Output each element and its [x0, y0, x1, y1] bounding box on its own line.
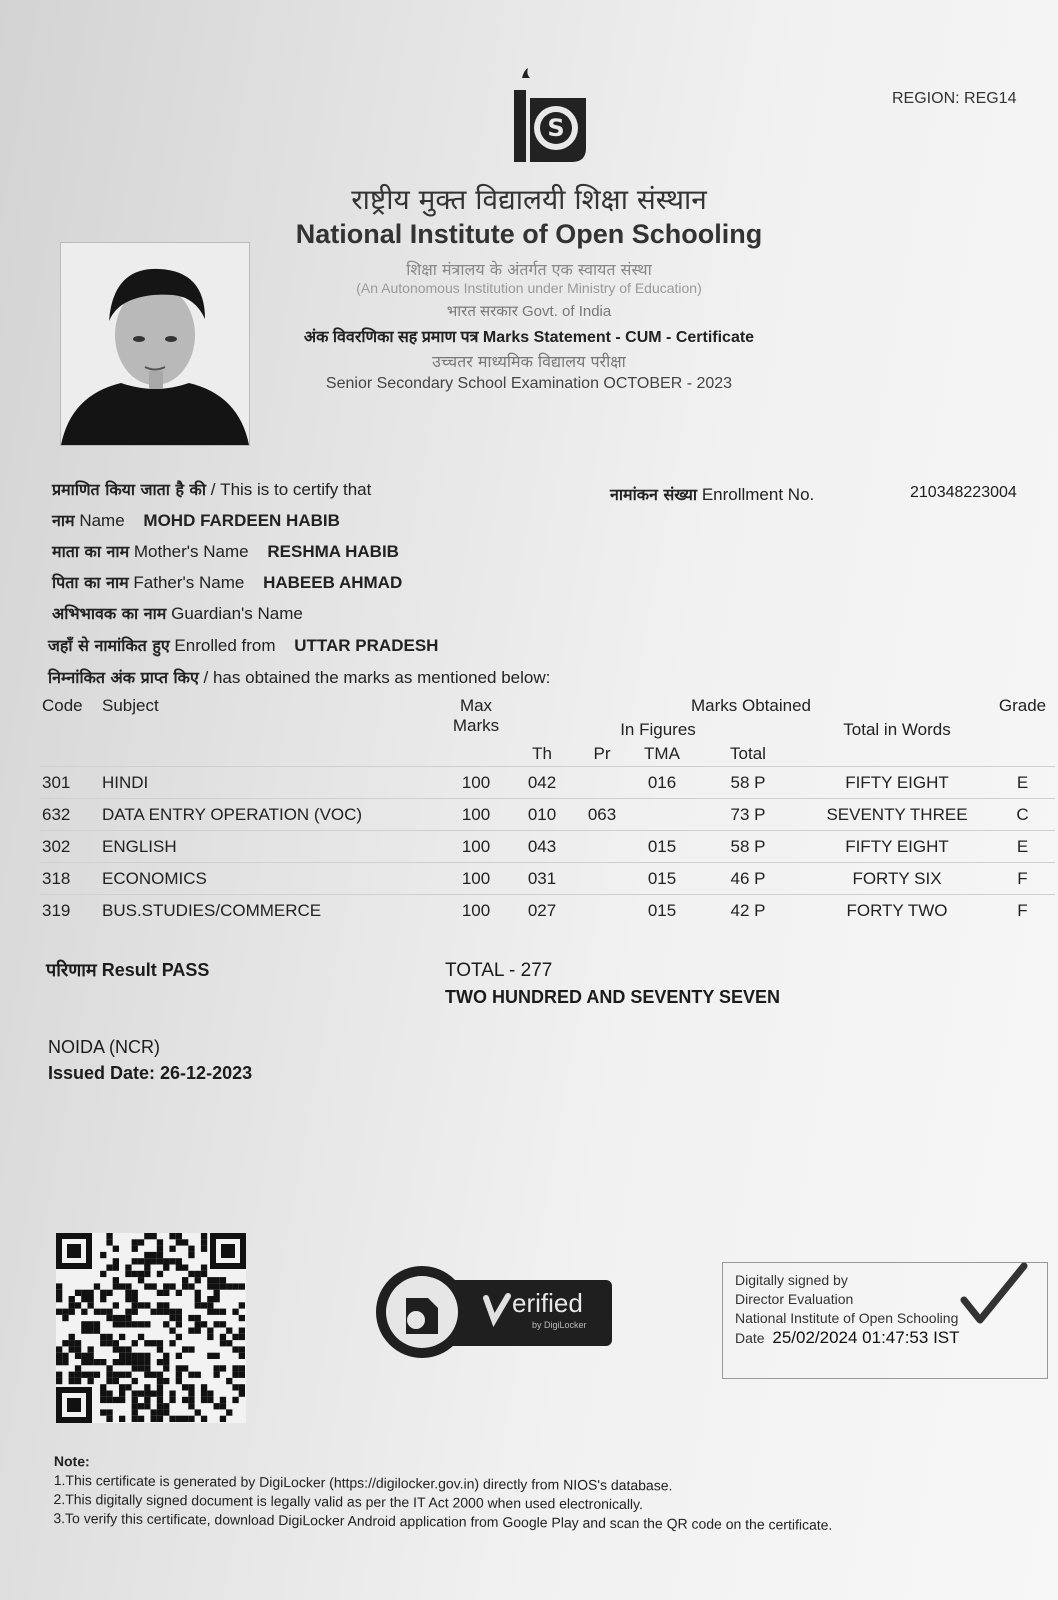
obtained-label-hindi: निम्नांकित अंक प्राप्त किए — [48, 668, 199, 687]
region-code: REGION: REG14 — [892, 90, 1017, 107]
result-line — [46, 958, 209, 982]
row-max: 100 — [440, 863, 512, 895]
header-subject: Subject — [102, 696, 159, 715]
row-grade: F — [990, 863, 1055, 895]
header-grade: Grade — [998, 696, 1047, 715]
enrollment-number: 210348223004 — [910, 484, 1017, 501]
table-row — [40, 895, 1055, 927]
row-th: 010 — [512, 799, 572, 831]
certify-intro-hindi: प्रमाणित किया जाता है की — [52, 480, 206, 499]
mother-label-english: Mother's Name — [133, 542, 249, 561]
row-words: FORTY SIX — [804, 863, 990, 895]
header-in-figures: In Figures — [620, 720, 696, 739]
header-max-marks: Max Marks — [452, 696, 500, 735]
org-name-hindi: राष्ट्रीय मुक्त विद्यालयी शिक्षा संस्थान — [351, 183, 707, 216]
table-row — [40, 863, 1055, 895]
qr-code — [56, 1233, 246, 1423]
certify-intro-english: / This is to certify that — [210, 480, 372, 499]
notes-title: Note: — [53, 1453, 90, 1470]
issue-place: NOIDA (NCR) — [48, 1037, 160, 1057]
verified-text: erified — [512, 1288, 583, 1318]
row-pr — [572, 895, 632, 927]
guardian-label-hindi: अभिभावक का नाम — [52, 604, 167, 623]
row-max: 100 — [440, 767, 512, 799]
certify-line — [52, 478, 371, 500]
notes-section — [53, 1452, 833, 1535]
mother-line — [52, 540, 399, 562]
obtained-line — [48, 666, 550, 688]
father-name: HABEEB AHMAD — [263, 573, 403, 592]
row-words: FORTY TWO — [804, 895, 990, 927]
row-max: 100 — [440, 895, 512, 927]
svg-text:S: S — [547, 114, 565, 142]
row-grade: E — [990, 831, 1055, 863]
header-code: Code — [42, 696, 83, 715]
mother-name: RESHMA HABIB — [267, 542, 399, 561]
student-photo — [60, 242, 250, 446]
father-label-hindi: पिता का नाम — [52, 573, 129, 592]
note-3: 3.To verify this certificate, download DigiLocker Android application from Google Play and scan the QR code on the certificate. — [53, 1509, 833, 1533]
row-th: 043 — [512, 831, 572, 863]
row-grade: F — [990, 895, 1055, 927]
name-label-english: Name — [79, 511, 125, 530]
signature-line-2: Director Evaluation — [735, 1291, 854, 1307]
signature-line-1: Digitally signed by — [735, 1272, 848, 1288]
certificate-title: अंक विवरणिका सह प्रमाण पत्र Marks Statement - CUM - Certificate — [303, 329, 755, 346]
father-label-english: Father's Name — [133, 573, 245, 592]
guardian-label-english: Guardian's Name — [171, 604, 303, 623]
marks-table — [40, 694, 1055, 926]
name-label-hindi: नाम — [52, 511, 75, 530]
header-marks-obtained: Marks Obtained — [691, 696, 811, 715]
signature-date-label: Date — [735, 1330, 765, 1346]
row-tma: 015 — [632, 895, 692, 927]
row-tma — [632, 799, 692, 831]
row-total: 58 P — [692, 831, 804, 863]
checkmark-icon — [960, 1262, 1030, 1332]
row-words: FIFTY EIGHT — [804, 767, 990, 799]
table-row — [40, 831, 1055, 863]
ministry-english: (An Autonomous Institution under Ministry of Education) — [356, 280, 702, 296]
grand-total-words: TWO HUNDRED AND SEVENTY SEVEN — [445, 987, 781, 1007]
enrolled-state: UTTAR PRADESH — [294, 636, 439, 655]
header-pr: Pr — [593, 744, 611, 763]
header-th: Th — [532, 744, 552, 763]
obtained-label-english: / has obtained the marks as mentioned below: — [203, 668, 551, 687]
row-subject: DATA ENTRY OPERATION (VOC) — [100, 799, 440, 831]
ministry-hindi: शिक्षा मंत्रालय के अंतर्गत एक स्वायत संस्था — [406, 260, 652, 279]
nios-logo-icon — [514, 68, 594, 168]
signature-date: 25/02/2024 01:47:53 IST — [772, 1328, 960, 1347]
exam-name-english: Senior Secondary School Examination OCTOBER - 2023 — [325, 375, 733, 392]
row-total: 46 P — [692, 863, 804, 895]
row-words: FIFTY EIGHT — [804, 831, 990, 863]
table-row — [40, 799, 1055, 831]
row-max: 100 — [440, 831, 512, 863]
enrollment-label-english: Enrollment No. — [701, 485, 815, 504]
digilocker-verified-badge — [376, 1262, 620, 1362]
table-row — [40, 767, 1055, 799]
row-max: 100 — [440, 799, 512, 831]
row-th: 031 — [512, 863, 572, 895]
header-total: Total — [730, 744, 766, 763]
row-pr — [572, 767, 632, 799]
row-code: 319 — [40, 895, 100, 927]
row-pr — [572, 863, 632, 895]
row-code: 301 — [40, 767, 100, 799]
enrollment-label-hindi: नामांकन संख्या — [610, 485, 698, 504]
row-tma: 015 — [632, 831, 692, 863]
enrolled-line — [48, 634, 438, 656]
row-pr — [572, 831, 632, 863]
student-name: MOHD FARDEEN HABIB — [143, 511, 340, 530]
row-th: 027 — [512, 895, 572, 927]
row-code: 632 — [40, 799, 100, 831]
result-label-hindi: परिणाम — [46, 960, 97, 981]
mother-label-hindi: माता का नाम — [52, 542, 130, 561]
row-total: 58 P — [692, 767, 804, 799]
header-tma: TMA — [644, 744, 680, 763]
row-grade: E — [990, 767, 1055, 799]
note-1: 1.This certificate is generated by DigiLocker (https://digilocker.gov.in) directly from NIOS's database. — [53, 1471, 673, 1494]
issue-date: Issued Date: 26-12-2023 — [48, 1063, 253, 1083]
govt-of-india: भारत सरकार Govt. of India — [446, 303, 612, 320]
row-tma: 015 — [632, 863, 692, 895]
row-total: 73 P — [692, 799, 804, 831]
row-subject: BUS.STUDIES/COMMERCE — [100, 895, 440, 927]
name-line — [52, 509, 340, 531]
grand-total: TOTAL - 277 — [445, 960, 553, 981]
result-value: PASS — [161, 960, 210, 980]
note-2: 2.This digitally signed document is legally valid as per the IT Act 2000 when used electronically. — [53, 1490, 644, 1513]
row-total: 42 P — [692, 895, 804, 927]
enrolled-label-hindi: जहाँ से नामांकित हुए — [48, 636, 170, 655]
guardian-line — [52, 602, 303, 624]
row-subject: ENGLISH — [100, 831, 440, 863]
row-grade: C — [990, 799, 1055, 831]
row-code: 318 — [40, 863, 100, 895]
row-code: 302 — [40, 831, 100, 863]
enrollment-label — [610, 483, 814, 505]
row-pr: 063 — [572, 799, 632, 831]
row-words: SEVENTY THREE — [804, 799, 990, 831]
row-subject: HINDI — [100, 767, 440, 799]
org-name-english: National Institute of Open Schooling — [295, 219, 763, 249]
father-line — [52, 571, 402, 593]
signature-line-3: National Institute of Open Schooling — [735, 1310, 959, 1326]
verified-subtext: by DigiLocker — [532, 1320, 587, 1330]
enrolled-label-english: Enrolled from — [174, 636, 276, 655]
result-label-english: Result — [101, 960, 157, 980]
exam-name-hindi: उच्चतर माध्यमिक विद्यालय परीक्षा — [432, 352, 626, 371]
row-th: 042 — [512, 767, 572, 799]
header-total-in-words: Total in Words — [843, 720, 951, 739]
row-subject: ECONOMICS — [100, 863, 440, 895]
row-tma: 016 — [632, 767, 692, 799]
